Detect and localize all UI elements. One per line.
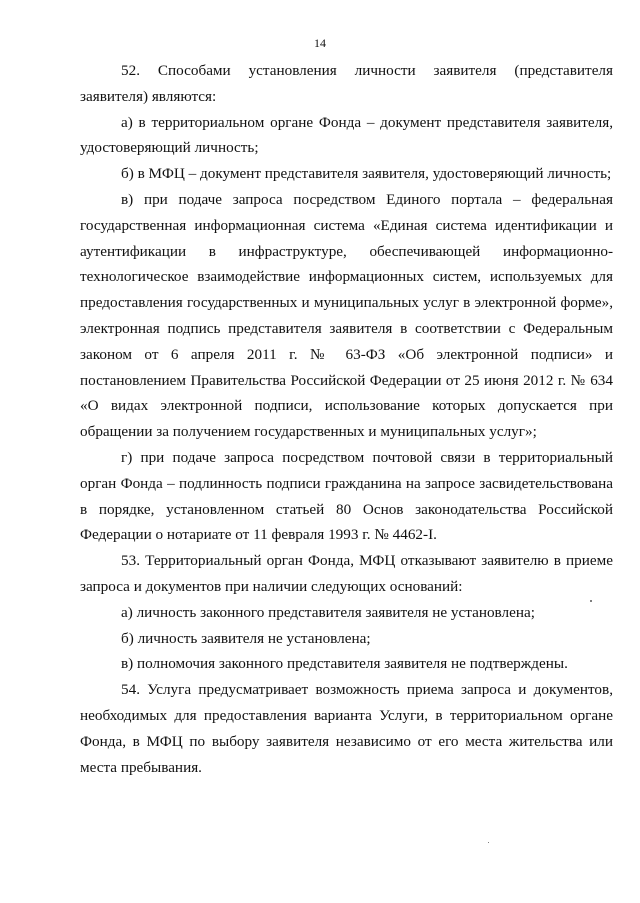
paragraph-52-a: а) в территориальном органе Фонда – документ представителя заявителя, удостоверяющий личность;: [80, 113, 613, 157]
paragraph-52-v: в) при подаче запроса посредством Единого портала – федеральная государственная информационная система «Единая система идентификации и аутентификации в инфраструктуре, обеспечивающей информационно-технологическое взаимодействие информационных систем, используемых для предоставления государственных и муниципальных услуг в электронной форме», электронная подпись представителя заявителя в соответствии с Федеральным законом от 6 апреля 2011 г. № 63-ФЗ «Об электронной подписи» и постановлением Правительства Российской Федерации от 25 июня 2012 г. № 634 «О видах электронной подписи, использование которых допускается при обращении за получением государственных и муниципальных услуг»;: [80, 190, 613, 441]
scan-speck: [590, 600, 592, 602]
document-body: [80, 58, 613, 780]
paragraph-52-b: б) в МФЦ – документ представителя заявителя, удостоверяющий личность;: [121, 165, 612, 183]
paragraph-53-v: в) полномочия законного представителя заявителя не подтверждены.: [121, 655, 568, 673]
scan-speck: [488, 842, 489, 843]
paragraph-52-g: г) при подаче запроса посредством почтовой связи в территориальный орган Фонда – подлинность подписи гражданина на запросе засвидетельствована в порядке, установленном статьей 80 Основ законодательства Российской Федерации о нотариате от 11 февраля 1993 г. № 4462-I.: [80, 448, 613, 544]
page-number: 14: [314, 36, 326, 50]
paragraph-54: 54. Услуга предусматривает возможность приема запроса и документов, необходимых для предоставления варианта Услуги, в территориальном органе Фонда, в МФЦ по выбору заявителя независимо от его места жительства или места пребывания.: [80, 681, 613, 776]
paragraph-52: 52. Способами установления личности заявителя (представителя заявителя) являются:: [80, 62, 613, 105]
paragraph-53-a: а) личность законного представителя заявителя не установлена;: [121, 603, 535, 621]
paragraph-53-b: б) личность заявителя не установлена;: [121, 629, 371, 647]
paragraph-53: 53. Территориальный орган Фонда, МФЦ отказывают заявителю в приеме запроса и документов при наличии следующих оснований:: [80, 552, 613, 595]
